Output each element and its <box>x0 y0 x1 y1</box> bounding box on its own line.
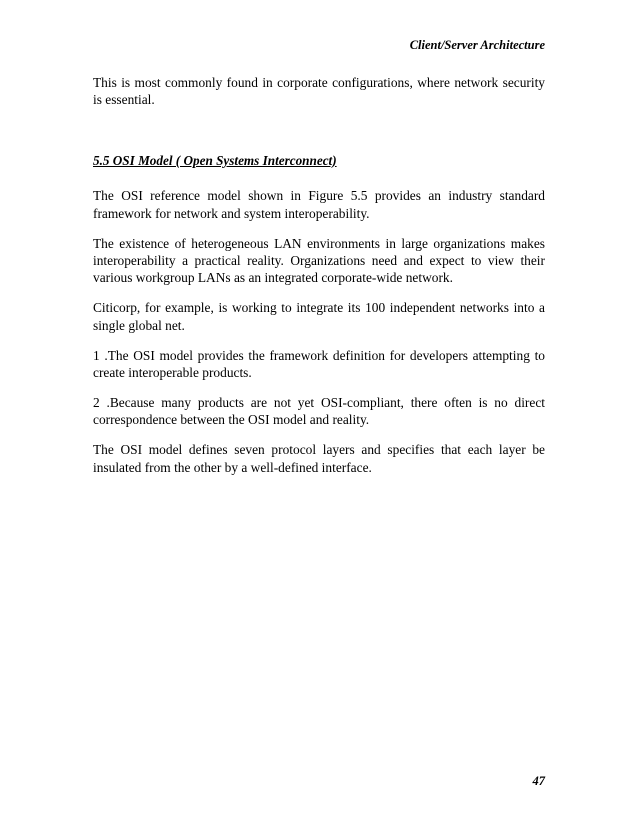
intro-paragraph: This is most commonly found in corporate configurations, where network security is essential. <box>93 75 545 108</box>
paragraph-point-1: 1 .The OSI model provides the framework definition for developers attempting to create interoperable products. <box>93 347 545 380</box>
running-header: Client/Server Architecture <box>409 38 545 52</box>
paragraph-seven-layers: The OSI model defines seven protocol layers and specifies that each layer be insulated from the other by a well-defined interface. <box>93 442 545 475</box>
section-heading: 5.5 OSI Model ( Open Systems Interconnect) <box>93 152 337 168</box>
page-content <box>93 74 545 476</box>
paragraph-heterogeneous-lan: The existence of heterogeneous LAN environments in large organizations makes interoperability a practical reality. Organizations need and expect to view their various workgroup LANs as an integrated corporate-wide network. <box>93 235 545 286</box>
page-number: 47 <box>532 774 545 788</box>
paragraph-point-2: 2 .Because many products are not yet OSI-compliant, there often is no direct correspondence between the OSI model and reality. <box>93 394 545 428</box>
paragraph-citicorp: Citicorp, for example, is working to integrate its 100 independent networks into a single global net. <box>93 300 545 333</box>
paragraph-osi-reference: The OSI reference model shown in Figure 5.5 provides an industry standard framework for network and system interoperability. <box>93 188 545 221</box>
